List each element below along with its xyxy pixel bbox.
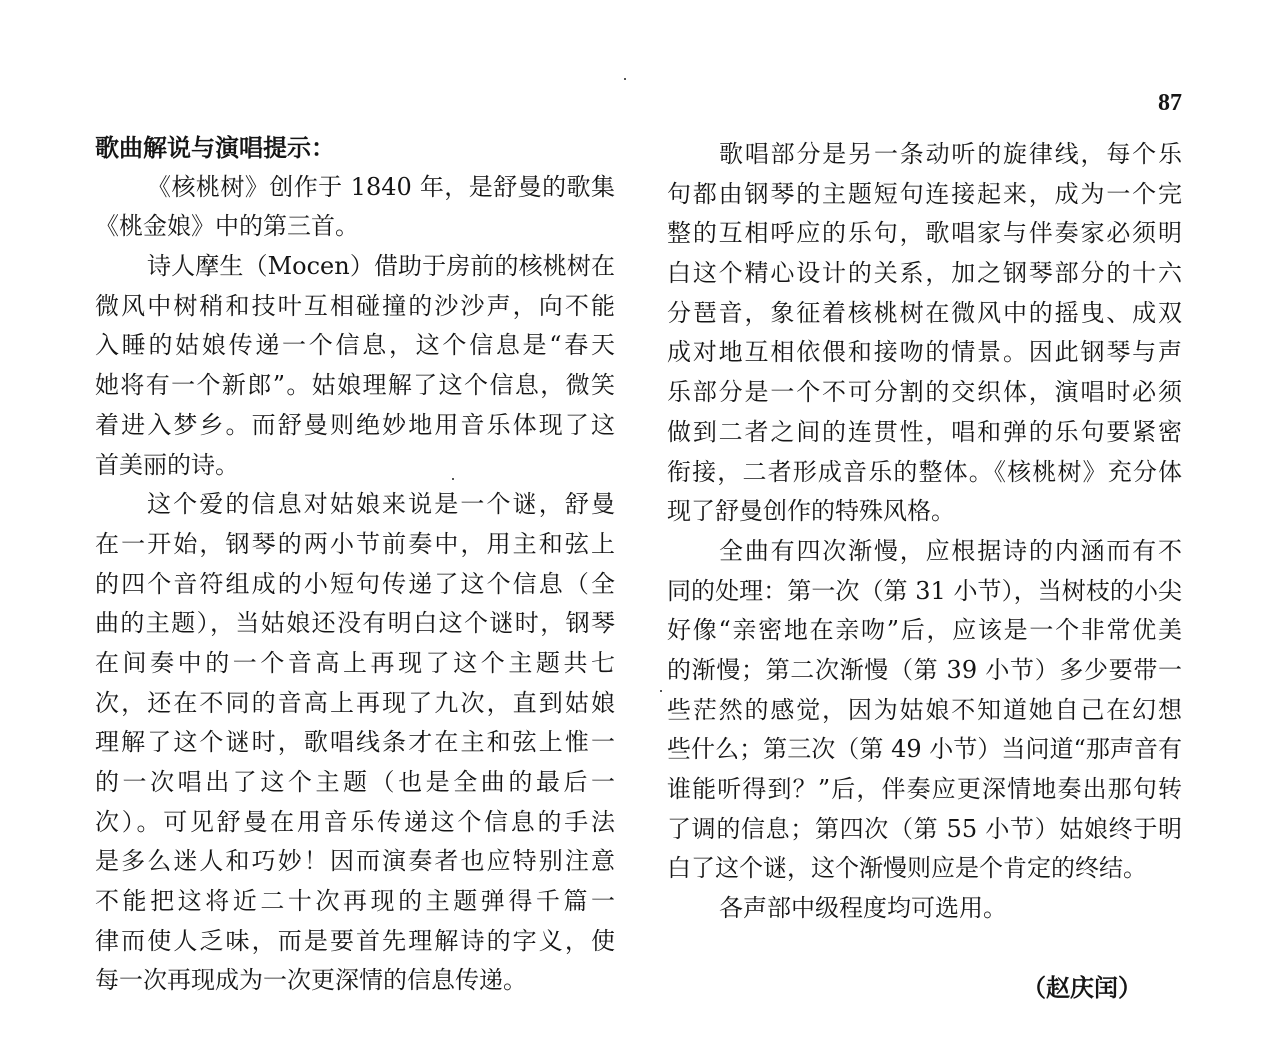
paragraph-line: 成对地互相依偎和接吻的情景。因此钢琴与声 — [667, 338, 1182, 367]
right-column — [667, 135, 1182, 1008]
paragraph-line: 些茫然的感觉，因为姑娘不知道她自己在幻想 — [667, 695, 1182, 724]
paragraph-line: 句都由钢琴的主题短句连接起来，成为一个完 — [667, 179, 1182, 208]
paragraph-line: 分琶音，象征着核桃树在微风中的摇曳、成双 — [667, 298, 1182, 327]
paragraph-line: 每一次再现成为一次更深情的信息传递。 — [95, 966, 527, 995]
paragraph-line: 谁能听得到？”后，伴奏应更深情地奏出那句转 — [667, 775, 1182, 803]
paragraph-line: 在一开始，钢琴的两小节前奏中，用主和弦上 — [95, 529, 615, 558]
paragraph-line: 的一次唱出了这个主题（也是全曲的最后一 — [95, 768, 615, 796]
paragraph-line: 这个爱的信息对姑娘来说是一个谜，舒曼 — [147, 490, 615, 519]
scan-speck — [624, 78, 626, 80]
paragraph-line: 的四个音符组成的小短句传递了这个信息（全 — [95, 569, 615, 598]
paragraph-line: 微风中树稍和技叶互相碰撞的沙沙声，向不能 — [95, 291, 615, 320]
paragraph-line: 她将有一个新郎”。姑娘理解了这个信息，微笑 — [95, 371, 615, 400]
spacer — [667, 929, 1182, 969]
paragraph-line: 的渐慢；第二次渐慢（第 39 小节）多少要带一 — [667, 655, 1182, 684]
page-number: 87 — [1158, 90, 1182, 116]
paragraph-line: 首美丽的诗。 — [95, 450, 239, 479]
paragraph-line: 歌唱部分是另一条动听的旋律线，每个乐 — [719, 140, 1182, 168]
author-signature: （赵庆闰） — [1022, 973, 1142, 1003]
paragraph-line: 整的互相呼应的乐句，歌唱家与伴奏家必须明 — [667, 219, 1182, 248]
paragraph-line: 全曲有四次渐慢，应根据诗的内涵而有不 — [719, 536, 1182, 565]
paragraph-line: 曲的主题），当姑娘还没有明白这个谜时，钢琴 — [95, 609, 615, 638]
paragraph-line: 律而使人乏味，而是要首先理解诗的字义，使 — [95, 926, 615, 955]
paragraph-line: 好像“亲密地在亲吻”后，应该是一个非常优美 — [667, 616, 1182, 645]
paragraph-line: 次，还在不同的音高上再现了九次，直到姑娘 — [95, 688, 615, 717]
paragraph-line: 诗人摩生（Mocen）借助于房前的核桃树在 — [147, 252, 615, 281]
scan-speck — [452, 478, 454, 480]
paragraph-line: 《核桃树》创作于 1840 年，是舒曼的歌集 — [147, 172, 615, 201]
paragraph-line: 了调的信息；第四次（第 55 小节）姑娘终于明 — [667, 814, 1182, 843]
section-heading: 歌曲解说与演唱提示： — [95, 133, 335, 162]
paragraph-line: 衔接，二者形成音乐的整体。《核桃树》充分体 — [667, 457, 1182, 486]
paragraph-line: 理解了这个谜时，歌唱线条才在主和弦上惟一 — [95, 728, 615, 757]
paragraph-line: 各声部中级程度均可选用。 — [719, 894, 1007, 923]
paragraph-line: 着进入梦乡。而舒曼则绝妙地用音乐体现了这 — [95, 410, 615, 439]
paragraph-line: 现了舒曼创作的特殊风格。 — [667, 497, 955, 526]
paragraph-line: 次）。可见舒曼在用音乐传递这个信息的手法 — [95, 807, 615, 836]
scan-speck — [660, 690, 662, 692]
left-column — [95, 128, 615, 1001]
paragraph-line: 在间奏中的一个音高上再现了这个主题共七 — [95, 648, 615, 677]
paragraph-line: 些什么；第三次（第 49 小节）当问道“那声音有 — [667, 735, 1182, 764]
paragraph-line: 乐部分是一个不可分割的交织体，演唱时必须 — [667, 378, 1182, 407]
paragraph-line: 白了这个谜，这个渐慢则应是个肯定的终结。 — [667, 854, 1147, 883]
paragraph-line: 白这个精心设计的关系，加之钢琴部分的十六 — [667, 259, 1182, 288]
paragraph-line: 是多么迷人和巧妙！因而演奏者也应特别注意 — [95, 847, 615, 876]
paragraph-line: 做到二者之间的连贯性，唱和弹的乐句要紧密 — [667, 417, 1182, 446]
paragraph-line: 同的处理：第一次（第 31 小节），当树枝的小尖 — [667, 576, 1182, 605]
paragraph-line: 《桃金娘》中的第三首。 — [95, 212, 359, 241]
paragraph-line: 不能把这将近二十次再现的主题弹得千篇一 — [95, 887, 615, 916]
paragraph-line: 入睡的姑娘传递一个信息，这个信息是“春天 — [95, 331, 615, 360]
